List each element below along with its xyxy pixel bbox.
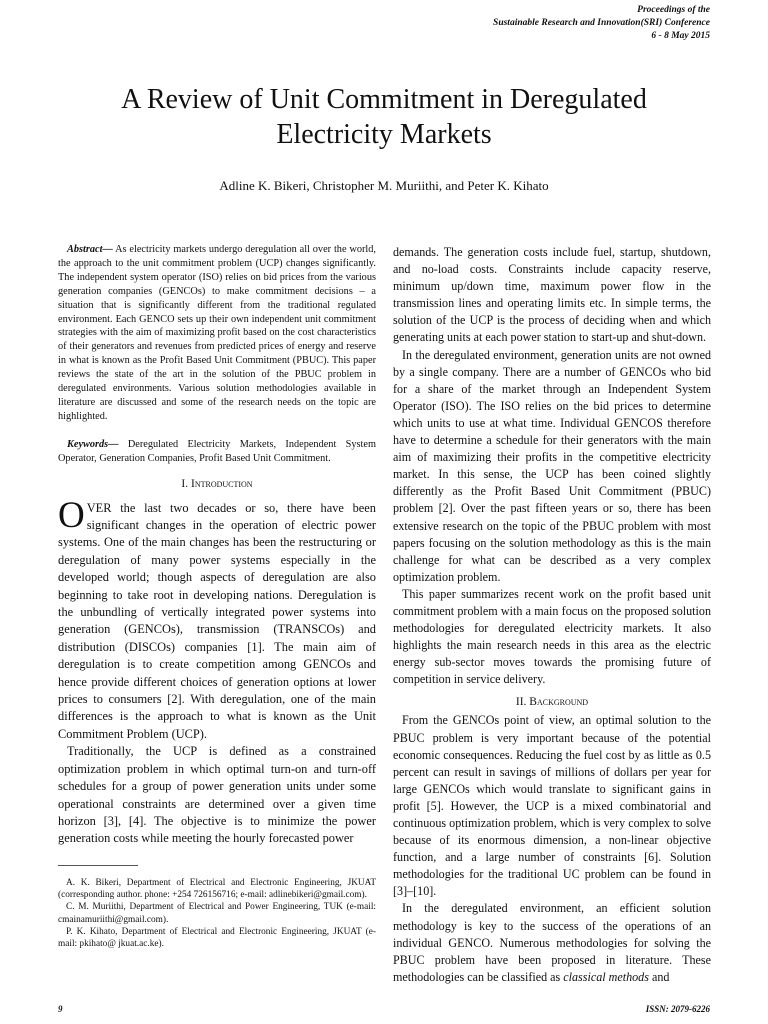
header-line-2: Sustainable Research and Innovation(SRI) Conference <box>493 18 710 28</box>
intro-paragraph-2: Traditionally, the UCP is defined as a constrained optimization problem in which optimal turn-on and turn-off schedules for a group of power generation units under some operational constraints are determined over a given time horizon [3], [4]. The objective is to minimize the power generation costs while meeting the hourly forecasted power <box>58 744 376 846</box>
intro-paragraph-1 <box>58 494 376 744</box>
background-p2-text: In the deregulated environment, an efficient solution methodology is key to the success of the operations of an individual GENCO. Numerous methodologies for solving the PBUC problem have been proposed in literature. These methodologies can be classified as <box>393 901 711 984</box>
intro-p1-text: VER the last two decades or so, there have been significant changes in the operation of electric power systems. One of the main changes has been the restructuring or deregulation of many power systems especially in the developed world; though aspects of deregulation are also beginning to take root in developing nations. Deregulation is the unbundling of vertically integrated power systems into generation (GENCOs), transmission (TRANSCOs) and distribution (DISCOs) companies [1]. The main aim of deregulation is to create competition among GENCOs and hence provide different choices of generation options at lower prices to consumers [2]. With deregulation, one of the main differences is the approach to what is known as the Unit Commitment Problem (UCP). <box>58 500 376 741</box>
abstract <box>58 243 376 424</box>
header-line-1: Proceedings of the <box>637 5 710 15</box>
intro-paragraph-3: demands. The generation costs include fuel, startup, shutdown, and no-load costs. Constraints include capacity reserve, minimum up/down time, maximum power flow in the transmission lines and operating limits etc. In simple terms, the solution of the UCP is the process of deciding when and which generating units at each power station to start-up and shut-down. <box>393 245 711 345</box>
footnote-author-3: P. K. Kihato, Department of Electrical and Electronic Engineering, JKUAT (e-mail: pkihato@ jkuat.ac.ke). <box>58 926 376 950</box>
background-p2-emphasis: classical methods <box>563 969 649 984</box>
footnote-author-1: A. K. Bikeri, Department of Electrical and Electronic Engineering, JKUAT (corresponding author. phone: +254 726156716; e-mail: adlinebikeri@gmail.com). <box>58 878 376 901</box>
section-heading-background: II. Background <box>515 696 589 709</box>
intro-paragraph-5: This paper summarizes recent work on the profit based unit commitment problem with a main focus on the proposed solution methodologies for deregulated electricity markets. It also highlights the main research needs in this area as the electric energy sub-sector moves towards the promising future of competition in service delivery. <box>393 586 711 687</box>
right-column <box>393 244 711 986</box>
title-line-2: Electricity Markets <box>276 119 492 150</box>
background-p2-end: and <box>648 969 670 984</box>
author-list: Adline K. Bikeri, Christopher M. Muriithi, and Peter K. Kihato <box>219 178 549 193</box>
issn-footer: ISSN: 2079-6226 <box>645 1004 710 1014</box>
keywords-text: Deregulated Electricity Markets, Independent System Operator, Generation Companies, Profit Based Unit Commitment. <box>58 438 376 464</box>
footnote-rule <box>58 865 138 866</box>
footnotes <box>58 877 376 950</box>
intro-paragraph-4: In the deregulated environment, generation units are not owned by a single company. There are a number of GENCOs who bid for a share of the market through an Independent System Operator (ISO). The ISO relies on the bid prices to determine which units to use at what time. Individual GENCOS therefore have to determine a schedule for their generators with the main aim of maximizing their profits in the competitive electricity market. In this sense, the UCP has been coined slightly differently as the Profit Based Unit Commitment (PBUC) problem [2]. Over the past fifteen years or so, there has been extensive research on the topic of the PBUC problem with most papers focusing on the solution methodology as this is the main challenge for what can be described as a very complex optimization problem. <box>393 347 711 584</box>
keywords-label: Keywords— <box>67 438 119 450</box>
section-heading-introduction: I. Introduction <box>181 477 253 490</box>
title-line-1: A Review of Unit Commitment in Deregulated <box>121 84 647 115</box>
abstract-text: As electricity markets undergo deregulation all over the world, the approach to the unit commitment problem (UCP) changes significantly. The independent system operator (ISO) relies on bid prices from the various generation companies (GENCOs) to make commitment decisions – a situation that is significantly different from the traditional regulated environment. Each GENCO sets up their own independent unit commitment strategies with the aim of maximizing profit based on the cost characteristics of their generators and revenues from predicted prices of energy and reserve in what is known as the Profit Based Unit Commitment (PBUC). This paper reviews the state of the art in the solution of the PBUC problem in deregulated environments. Various solution methodologies available in literature are discussed and some of the research needs on the topic are highlighted. <box>58 244 376 422</box>
paper-title <box>0 82 768 152</box>
abstract-label: Abstract— <box>67 244 113 255</box>
background-paragraph-1: From the GENCOs point of view, an optimal solution to the PBUC problem is very important because of the potential economic consequences. Reducing the fuel cost by as little as 0.5 percent can result in savings of millions of dollars per year for large GENCOs which would translate to significant gains in profit [5]. However, the UCP is a mixed combinatorial and continuous optimization problem, which is very complex to solve because of its enormous dimension, a non-linear objective function, and a large number of constraints [6]. Solution methodologies for the traditional UC problem can be found in [3]–[10]. <box>393 713 711 899</box>
footnote-author-2: C. M. Muriithi, Department of Electrical and Power Engineering, TUK (e-mail: cmainamuriithi@gmail.com). <box>58 902 376 925</box>
drop-cap: O <box>58 494 85 536</box>
proceedings-header <box>493 4 710 43</box>
page-number: 9 <box>58 1004 63 1014</box>
header-line-3: 6 - 8 May 2015 <box>651 31 710 41</box>
left-column <box>58 243 376 848</box>
background-paragraph-2 <box>393 900 711 985</box>
keywords <box>58 438 376 466</box>
